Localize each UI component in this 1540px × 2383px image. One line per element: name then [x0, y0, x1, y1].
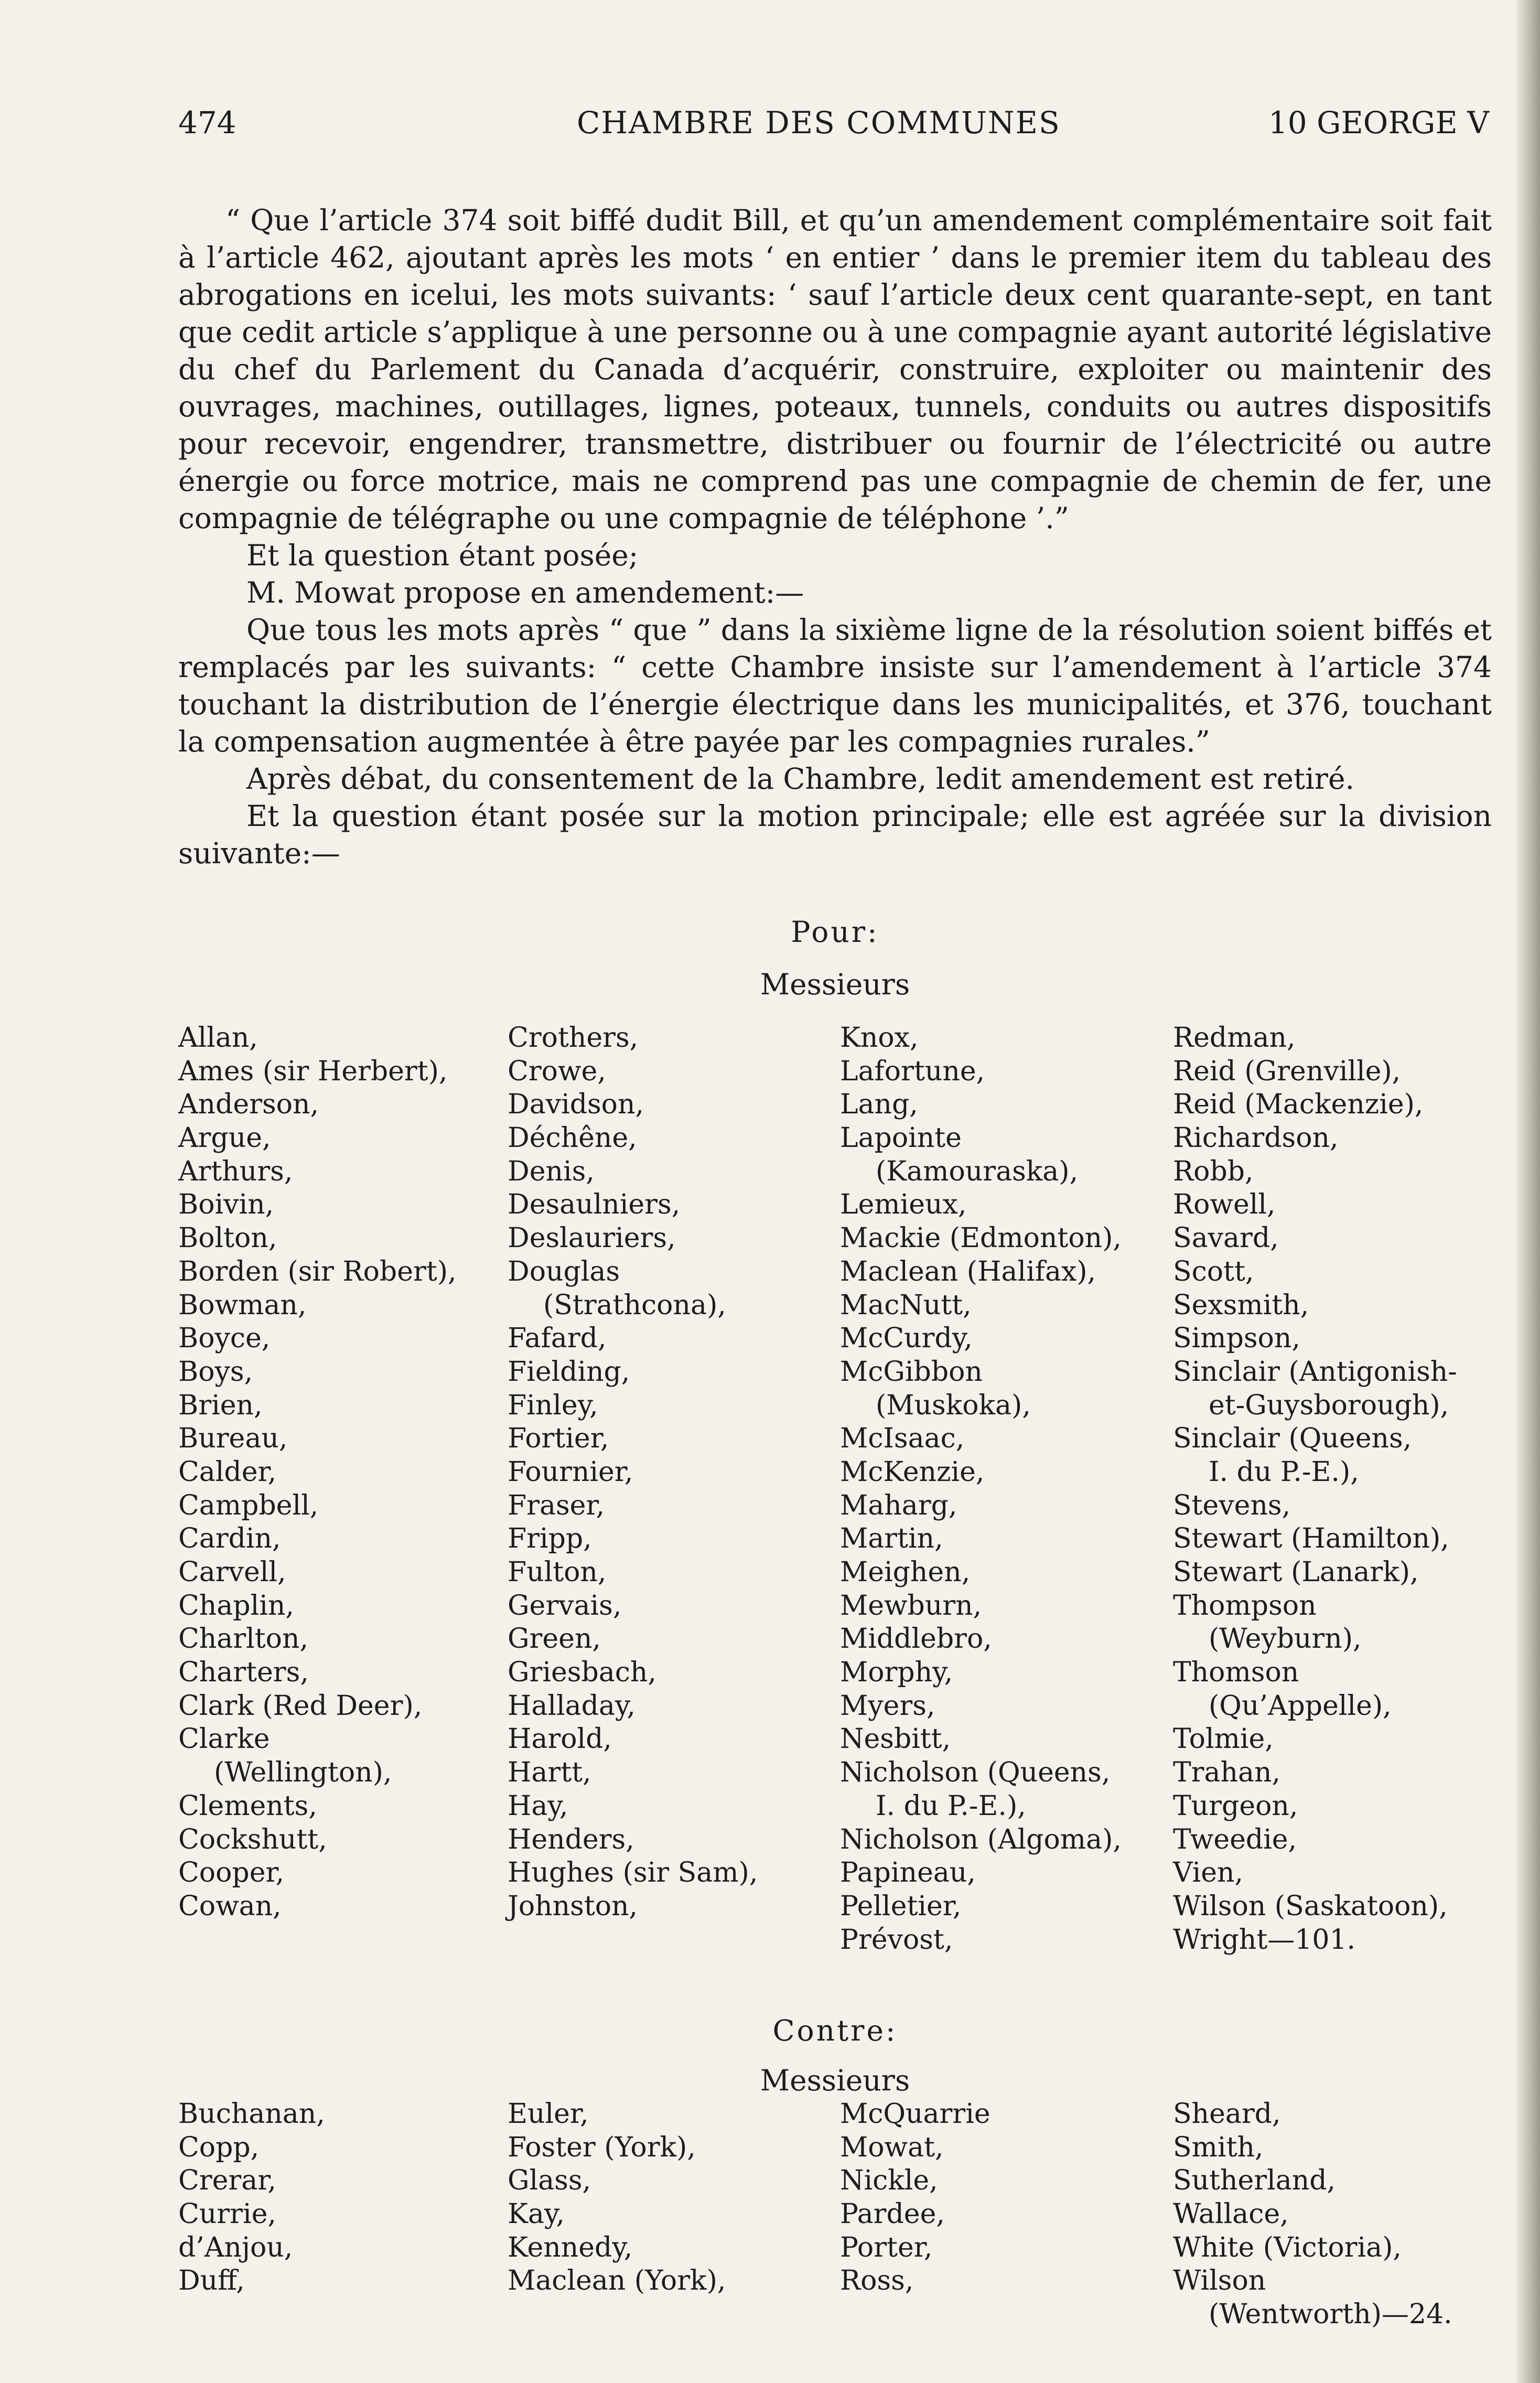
- list-item: Sheard,: [1173, 2098, 1281, 2130]
- list-item: Vien,: [1173, 1857, 1244, 1889]
- list-item: Papineau,: [840, 1857, 976, 1889]
- list-item-continuation: I. du P.-E.),: [1209, 1456, 1359, 1488]
- list-item-continuation: (Wellington),: [214, 1757, 392, 1789]
- list-item: Wright—101.: [1173, 1924, 1356, 1956]
- list-item: Pardee,: [840, 2198, 945, 2230]
- body-text: [178, 202, 1492, 872]
- list-item: Fafard,: [508, 1323, 607, 1355]
- list-item: Charters,: [178, 1657, 309, 1689]
- contre-subheading: Messieurs: [760, 2064, 910, 2097]
- list-item: McGibbon: [840, 1356, 983, 1388]
- paragraph: Après débat, du consentement de la Chambre, ledit amendement est retiré.: [246, 762, 1354, 796]
- list-item: Déchêne,: [508, 1122, 637, 1154]
- list-item: Campbell,: [178, 1489, 319, 1521]
- list-item: McCurdy,: [840, 1323, 973, 1355]
- list-item: Fulton,: [508, 1557, 607, 1588]
- journal-title: CHAMBRE DES COMMUNES: [577, 105, 1061, 141]
- list-item: Kennedy,: [508, 2231, 633, 2263]
- paragraph: Que tous les mots après “ que ” dans la sixième ligne de la résolution soient biffés et remplacés par les suivants: “ cette Chambre insiste sur l’amendement à l’article 374 touchant la distribution de l’énergie électrique dans les municipalités, et 376, touchant la compensation augmentée à être payée par les compagnies rurales.”: [178, 613, 1492, 758]
- list-item: Douglas: [508, 1255, 620, 1287]
- list-item-continuation: (Wentworth)—24.: [1209, 2299, 1452, 2331]
- list-item: Harold,: [508, 1723, 612, 1755]
- contre-names: [178, 2098, 1500, 2334]
- list-item: Borden (sir Robert),: [178, 1255, 457, 1287]
- pour-column-4: [1173, 1022, 1457, 1957]
- list-item: Morphy,: [840, 1657, 953, 1689]
- paragraph: Et la question étant posée;: [246, 539, 639, 572]
- list-item: Johnston,: [508, 1890, 638, 1922]
- list-item: Chaplin,: [178, 1590, 294, 1622]
- list-item: Boyce,: [178, 1323, 271, 1355]
- list-item: Halladay,: [508, 1690, 636, 1722]
- list-item: McIsaac,: [840, 1423, 965, 1455]
- page-number: 474: [178, 105, 236, 141]
- list-item: Tolmie,: [1173, 1723, 1274, 1755]
- list-item-continuation: (Strathcona),: [543, 1289, 726, 1321]
- list-item: Sinclair (Queens,: [1173, 1423, 1412, 1455]
- list-item: Duff,: [178, 2265, 245, 2297]
- list-item: Sexsmith,: [1173, 1289, 1309, 1321]
- quoted-amendment: “ Que l’article 374 soit biffé dudit Bill, et qu’un amendement complémentaire soit fait à l’article 462, ajoutant après les mots ‘ en entier ’ dans le premier item du tableau des abrogations en icelui, les mots suivants: ‘ sauf l’article deux cent quarante-sept, en tant que cedit article s’applique à une personne ou à une compagnie ayant autorité législative du chef du Parlement du Canada d’acquérir, construire, exploiter ou maintenir des ouvrages, machines, outillages, lignes, poteaux, tunnels, conduits ou autres dispositifs pour recevoir, engendrer, transmettre, distribuer ou fournir de l’électricité ou autre énergie ou force motrice, mais ne comprend pas une compagnie de chemin de fer, une compagnie de télégraphe ou une compagnie de téléphone ’.”: [178, 203, 1492, 535]
- list-item: Deslauriers,: [508, 1222, 676, 1254]
- list-item: Wallace,: [1173, 2198, 1289, 2230]
- list-item: Gervais,: [508, 1590, 622, 1622]
- list-item: Wilson (Saskatoon),: [1173, 1890, 1448, 1922]
- list-item: Arthurs,: [178, 1155, 293, 1187]
- list-item-continuation: (Muskoka),: [876, 1389, 1031, 1421]
- list-item: Fournier,: [508, 1456, 633, 1488]
- paragraph: Et la question étant posée sur la motion principale; elle est agréée sur la division suivante:—: [178, 799, 1492, 870]
- list-item: Bureau,: [178, 1423, 288, 1455]
- list-item: Boys,: [178, 1356, 253, 1388]
- list-item: Middlebro,: [840, 1623, 992, 1655]
- list-item: Argue,: [178, 1122, 271, 1154]
- list-item: Turgeon,: [1173, 1790, 1298, 1822]
- pour-subheading: Messieurs: [760, 968, 910, 1001]
- list-item: Thomson: [1173, 1657, 1299, 1689]
- list-item: Martin,: [840, 1523, 943, 1555]
- list-item: McKenzie,: [840, 1456, 985, 1488]
- list-item: Nesbitt,: [840, 1723, 951, 1755]
- contre-column-3: [840, 2098, 990, 2298]
- list-item-continuation: et-Guysborough),: [1209, 1389, 1449, 1421]
- contre-column-1: [178, 2098, 325, 2298]
- list-item: Mackie (Edmonton),: [840, 1222, 1122, 1254]
- list-item: Knox,: [840, 1022, 919, 1054]
- pour-column-2: [508, 1022, 758, 1924]
- pour-column-3: [840, 1022, 1122, 1957]
- list-item: Mewburn,: [840, 1590, 982, 1622]
- list-item: Prévost,: [840, 1924, 953, 1956]
- list-item: Ames (sir Herbert),: [178, 1055, 448, 1087]
- list-item: Fortier,: [508, 1423, 609, 1455]
- list-item: Stewart (Lanark),: [1173, 1557, 1419, 1588]
- list-item: Pelletier,: [840, 1890, 962, 1922]
- list-item: Tweedie,: [1173, 1823, 1297, 1855]
- list-item: Hughes (sir Sam),: [508, 1857, 758, 1889]
- running-header: [178, 105, 1489, 152]
- list-item: Meighen,: [840, 1557, 971, 1588]
- contre-heading: Contre:: [772, 2014, 898, 2047]
- paragraph: M. Mowat propose en amendement:—: [246, 576, 804, 609]
- list-item: Desaulniers,: [508, 1189, 681, 1221]
- list-item: Fripp,: [508, 1523, 592, 1555]
- list-item: Trahan,: [1173, 1757, 1281, 1789]
- list-item: Euler,: [508, 2098, 589, 2130]
- regnal-year: 10 GEORGE V: [1268, 105, 1489, 141]
- list-item: Myers,: [840, 1690, 935, 1722]
- list-item: Currie,: [178, 2198, 276, 2230]
- list-item: Henders,: [508, 1823, 634, 1855]
- list-item: Davidson,: [508, 1089, 644, 1121]
- list-item: Hay,: [508, 1790, 568, 1822]
- list-item-continuation: I. du P.-E.),: [876, 1790, 1026, 1822]
- list-item: Maharg,: [840, 1489, 957, 1521]
- list-item: Nicholson (Queens,: [840, 1757, 1111, 1789]
- list-item: Richardson,: [1173, 1122, 1339, 1154]
- list-item: Porter,: [840, 2231, 933, 2263]
- list-item: Sutherland,: [1173, 2165, 1336, 2197]
- list-item: Reid (Mackenzie),: [1173, 1089, 1424, 1121]
- list-item: Ross,: [840, 2265, 914, 2297]
- list-item: Carvell,: [178, 1557, 286, 1588]
- list-item: Bolton,: [178, 1222, 277, 1254]
- list-item: Glass,: [508, 2165, 591, 2197]
- list-item: Brien,: [178, 1389, 263, 1421]
- contre-column-2: [508, 2098, 726, 2298]
- list-item: Clements,: [178, 1790, 317, 1822]
- list-item: Hartt,: [508, 1757, 591, 1789]
- list-item: Mowat,: [840, 2131, 944, 2163]
- pour-names: [178, 1022, 1500, 1966]
- list-item: Smith,: [1173, 2131, 1264, 2163]
- list-item: Denis,: [508, 1155, 595, 1187]
- contre-column-4: [1173, 2098, 1452, 2332]
- list-item: d’Anjou,: [178, 2231, 293, 2263]
- page-edge-shadow: [1516, 0, 1540, 2383]
- list-item: Stewart (Hamilton),: [1173, 1523, 1449, 1555]
- list-item: Simpson,: [1173, 1323, 1300, 1355]
- list-item: White (Victoria),: [1173, 2231, 1402, 2263]
- list-item: Rowell,: [1173, 1189, 1276, 1221]
- list-item: Crowe,: [508, 1055, 606, 1087]
- list-item: Thompson: [1173, 1590, 1317, 1622]
- list-item: Stevens,: [1173, 1489, 1291, 1521]
- list-item: Wilson: [1173, 2265, 1266, 2297]
- list-item: Allan,: [178, 1022, 258, 1054]
- list-item: Nicholson (Algoma),: [840, 1823, 1122, 1855]
- list-item: Lemieux,: [840, 1189, 967, 1221]
- list-item: Clarke: [178, 1723, 270, 1755]
- list-item: Cowan,: [178, 1890, 282, 1922]
- list-item: Green,: [508, 1623, 601, 1655]
- list-item: Cockshutt,: [178, 1823, 327, 1855]
- pour-heading: Pour:: [791, 915, 879, 949]
- list-item-continuation: (Kamouraska),: [876, 1155, 1079, 1187]
- list-item: Scott,: [1173, 1255, 1254, 1287]
- pour-column-1: [178, 1022, 457, 1924]
- list-item: Copp,: [178, 2131, 260, 2163]
- list-item: Redman,: [1173, 1022, 1296, 1054]
- list-item: Fielding,: [508, 1356, 630, 1388]
- list-item: Anderson,: [178, 1089, 319, 1121]
- list-item: Savard,: [1173, 1222, 1279, 1254]
- list-item: Lapointe: [840, 1122, 962, 1154]
- list-item: Bowman,: [178, 1289, 307, 1321]
- list-item-continuation: (Weyburn),: [1209, 1623, 1362, 1655]
- list-item: Kay,: [508, 2198, 565, 2230]
- list-item: Charlton,: [178, 1623, 308, 1655]
- list-item: Boivin,: [178, 1189, 274, 1221]
- list-item: Calder,: [178, 1456, 277, 1488]
- list-item-continuation: (Qu’Appelle),: [1209, 1690, 1392, 1722]
- list-item: Maclean (Halifax),: [840, 1255, 1096, 1287]
- list-item: Nickle,: [840, 2165, 938, 2197]
- list-item: Foster (York),: [508, 2131, 696, 2163]
- list-item: Cooper,: [178, 1857, 285, 1889]
- list-item: Finley,: [508, 1389, 598, 1421]
- list-item: Crothers,: [508, 1022, 639, 1054]
- list-item: Buchanan,: [178, 2098, 325, 2130]
- list-item: Griesbach,: [508, 1657, 656, 1689]
- list-item: MacNutt,: [840, 1289, 972, 1321]
- list-item: Robb,: [1173, 1155, 1254, 1187]
- list-item: Lang,: [840, 1089, 918, 1121]
- list-item: Cardin,: [178, 1523, 281, 1555]
- list-item: Lafortune,: [840, 1055, 985, 1087]
- list-item: Maclean (York),: [508, 2265, 726, 2297]
- list-item: McQuarrie: [840, 2098, 990, 2130]
- list-item: Crerar,: [178, 2165, 276, 2197]
- list-item: Clark (Red Deer),: [178, 1690, 423, 1722]
- list-item: Sinclair (Antigonish-: [1173, 1356, 1457, 1388]
- list-item: Reid (Grenville),: [1173, 1055, 1401, 1087]
- list-item: Fraser,: [508, 1489, 605, 1521]
